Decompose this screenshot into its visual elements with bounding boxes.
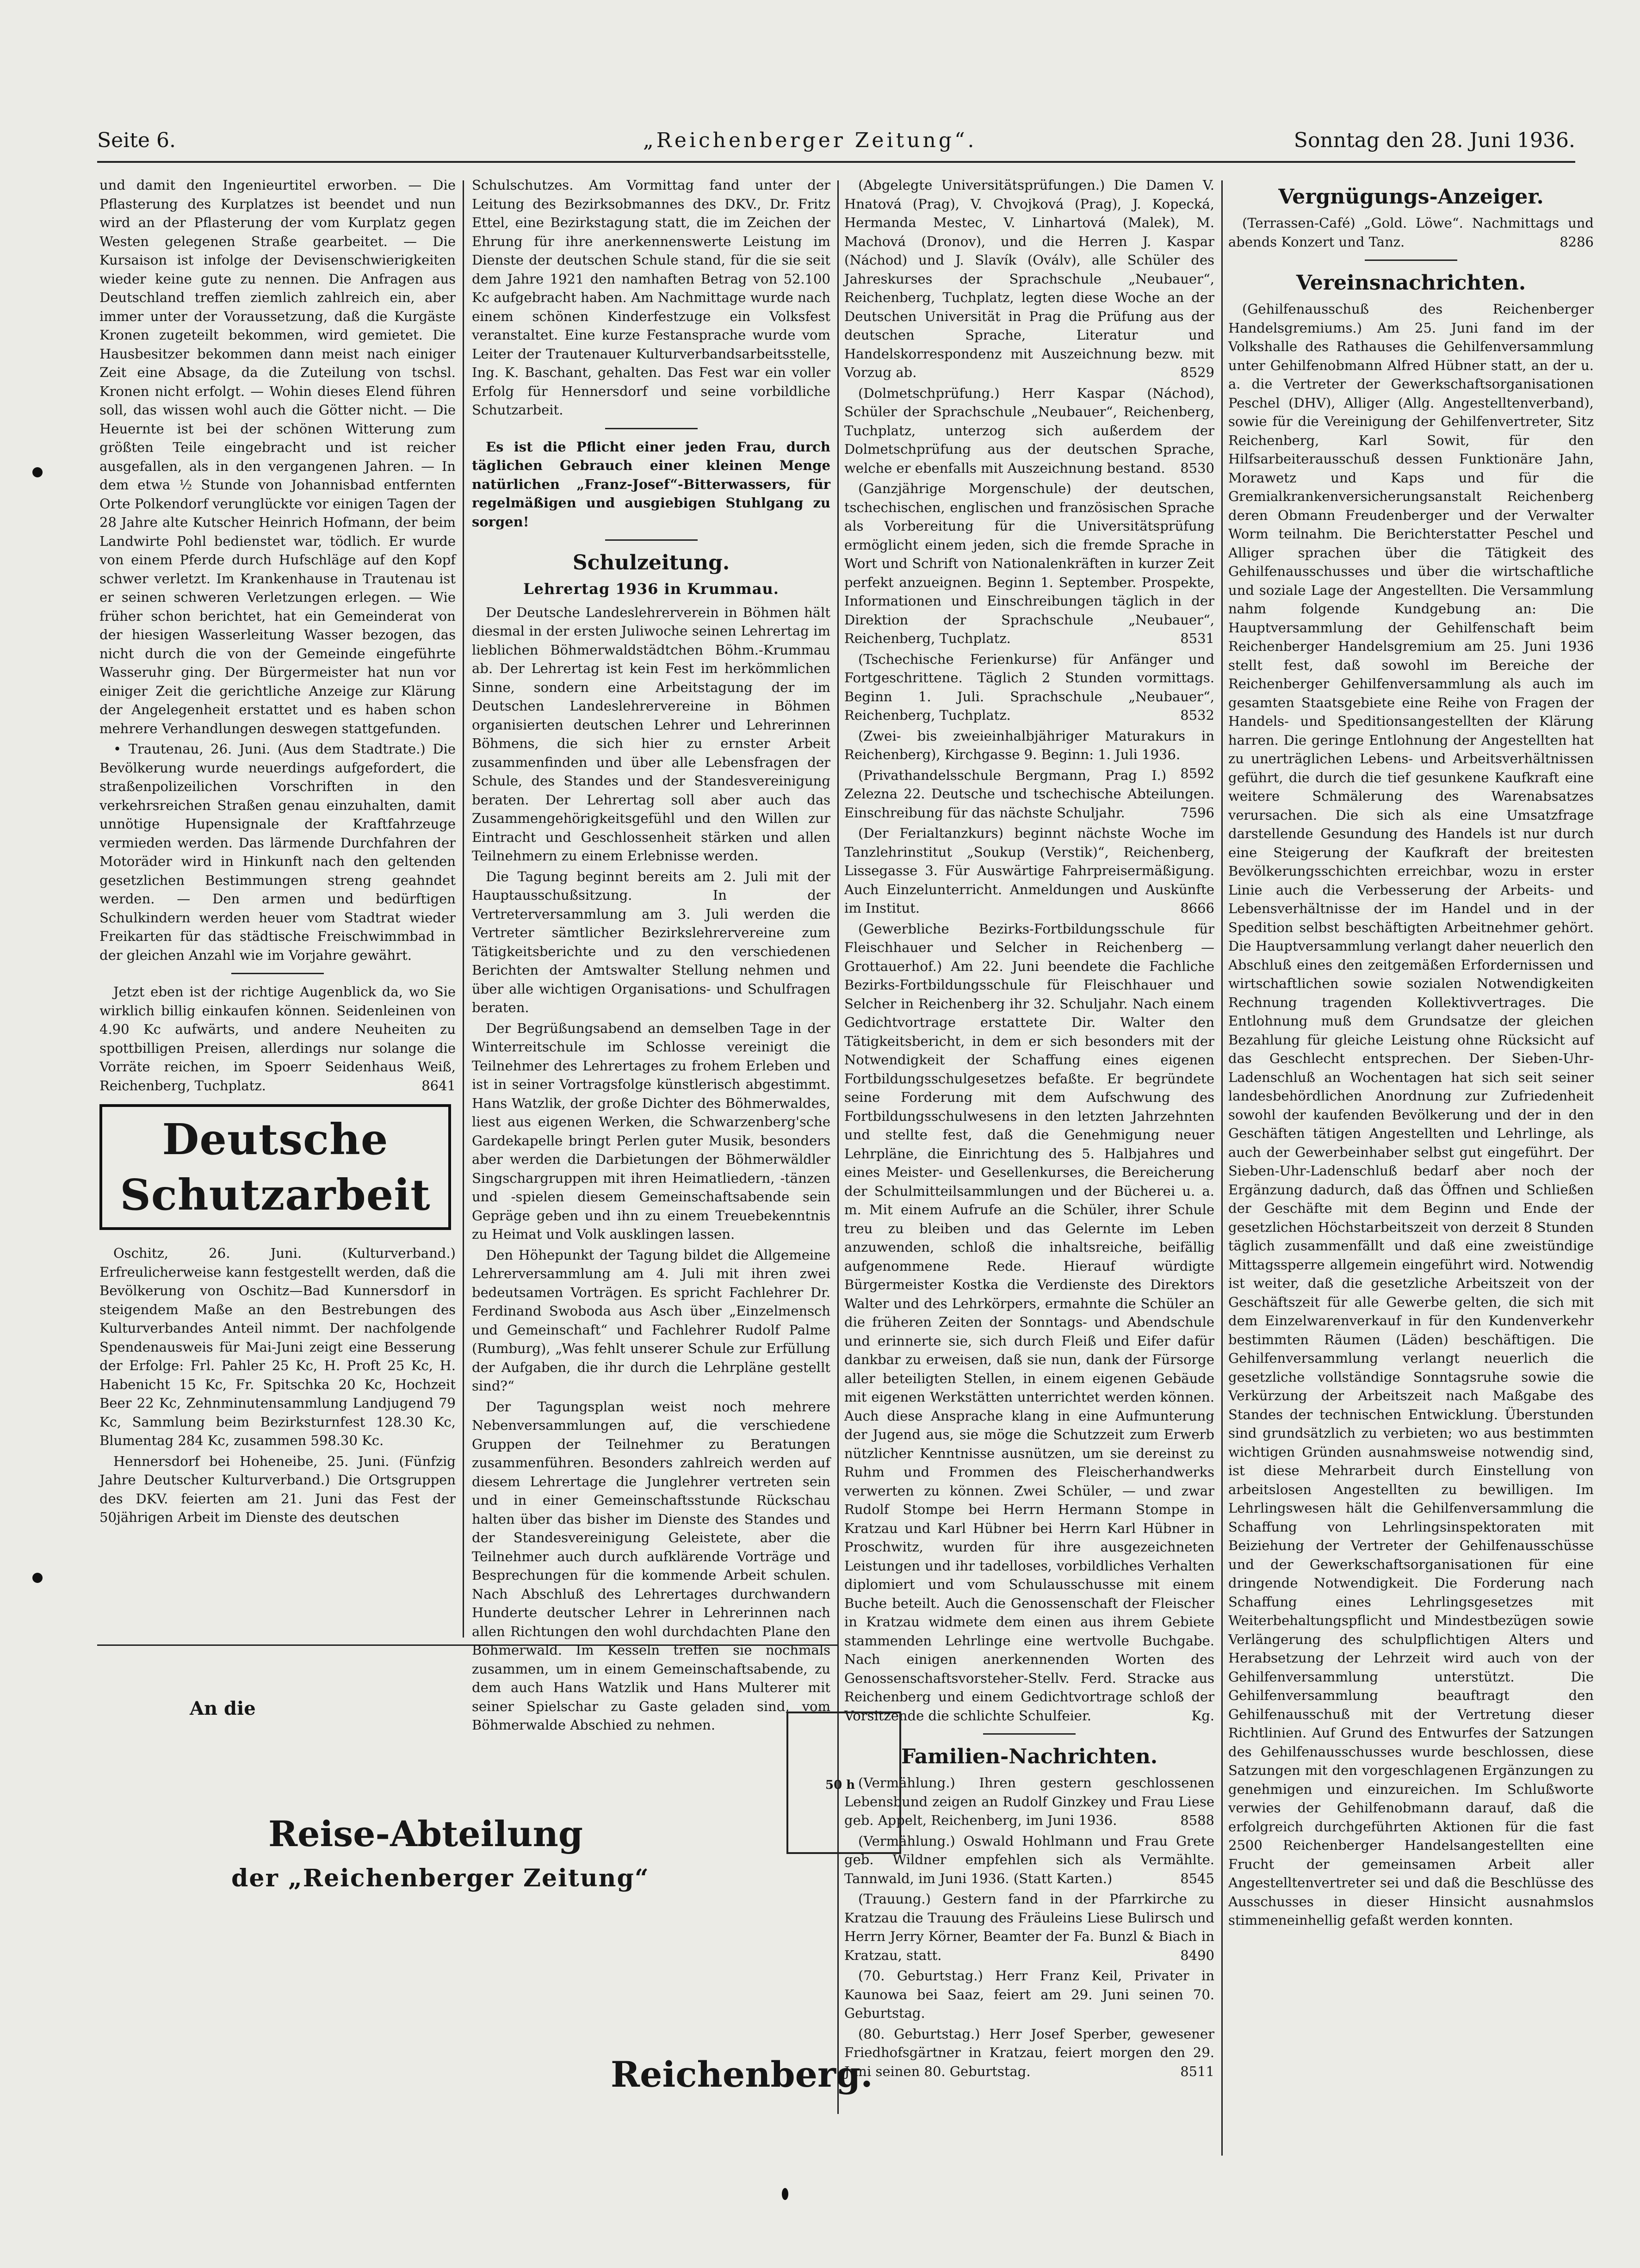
notice-item [844, 650, 1214, 725]
article-paragraph: Der Tagungsplan weist noch mehrere Nebenversammlungen auf, die verschiedene Gruppen der Teilnehmer zu Beratungen zusammenführen. Besonders zahlreich werden auf diesem Lehrertage die Junglehrer vertreten sein und in einer Gemeinschaftsstunde Rückschau halten über das bisher im Dienste des Standes und der Standesvereinigung Geleistete, aber die Teilnehmer auch durch aufklärende Vorträge und Besprechungen für die kommende Arbeit schulen. Nach Abschluß des Lehrertages durchwandern Hunderte deutscher Lehrer in Lehrerinnen nach allen Richtungen den wohl durchdachten Plane den Böhmerwald. Im Kesseln treffen sie nochmals zusammen, um in einem Gemeinschaftsabende, zu dem auch Hans Watzlik und Hans Multerer mit seiner Spielschar zu Gaste geladen sind, vom Böhmerwalde Abschied zu nehmen. [472, 1398, 830, 1733]
section-heading: Vergnügungs-Anzeiger. [1278, 185, 1544, 209]
notice-text: (Ganzjährige Morgenschule) der deutschen, tschechischen, englischen und französischen Sprache als Vorbereitung für die Universitätsprüfung ermöglicht einem jeden, sich die fremde Sprache in Wort und Schrift von Nationalenkräften in kurzer Zeit perfekt anzueignen. Beginn 1. September. Prospekte, Informationen und Einschreibungen täglich in der Direktion der Sprachschule „Neubauer“, Reichenberg, Tuchplatz. [844, 481, 1214, 646]
notice-number: 8286 [1560, 234, 1594, 250]
section-heading: Familien-Nachrichten. [901, 1745, 1158, 1768]
family-text: (70. Geburtstag.) Herr Franz Keil, Privater in Kaunowa bei Saaz, feiert am 29. Juni seinen 70. Geburtstag. [844, 1968, 1214, 2021]
notice-item [844, 384, 1214, 478]
notice-text: (Der Ferialtanzkurs) beginnt nächste Woche im Tanzlehrinstitut „Soukup (Verstik)“, Reichenberg, Lissegasse 3. Für Auswärtige Fahrpreisermäßigung. Auch Einzelunterricht. Anmeldungen und Auskünfte im Institut. [844, 825, 1214, 916]
column-2 [472, 176, 830, 1733]
page-number: Seite 6. [97, 129, 176, 152]
family-notice [844, 2025, 1214, 2081]
column-1 [99, 176, 456, 1638]
section-heading: Schulzeitung. [572, 551, 730, 575]
family-text: (Vermählung.) Ihren gestern geschlossenen Lebensbund zeigen an Rudolf Ginzkey und Frau Liese geb. Appelt, Reichenberg, im Juni 1936. [844, 1775, 1214, 1828]
stamp-value: 50 h [825, 1778, 855, 1792]
separator [231, 973, 324, 974]
postage-stamp-box [786, 1712, 901, 1854]
notice-item [844, 727, 1214, 781]
article-paragraph: Den Höhepunkt der Tagung bildet die Allgemeine Lehrerversammlung am 4. Juli mit ihren zwei bedeutsamen Vorträgen. Es spricht Fachlehrer Dr. Ferdinand Swoboda aus Asch über „Einzelmensch und Gemeinschaft“ und Fachlehrer Rudolf Palme (Rumburg), „Was fehlt unserer Schule zur Erfüllung der Aufgaben, die ihr durch die Lehrpläne gestellt sind?“ [472, 1247, 830, 1394]
address-newspaper: der „Reichenberger Zeitung“ [231, 1864, 650, 1892]
separator [983, 1733, 1076, 1735]
notice-item [844, 766, 1214, 822]
notice-number: Kg. [1191, 1707, 1214, 1724]
section-title-box: Deutsche Schutzarbeit [99, 1104, 451, 1230]
article-paragraph: Der Deutsche Landeslehrerverein in Böhmen hält diesmal in der ersten Juliwoche seinen Lehrertag im lieblichen Böhmerwaldstädtchen Böhm.-Krummau ab. Der Lehrertag ist kein Fest im herkömmlichen Sinne, sondern eine Arbeitstagung der im Deutschen Landeslehrervereine in Böhmen organisierten deutschen Lehrer und Lehrerinnen Böhmens, die sich hier zu ernster Arbeit zusammenfinden und über alle Lebensfragen der Schule, des Standes und der Standesvereinigung beraten. Der Lehrertag soll aber auch das Zusammengehörigkeitsgefühl und den Willen zur Eintracht und Geschlossenheit stärken und allen Teilnehmern zu einem Erlebnisse werden. [472, 604, 830, 864]
binding-hole [32, 467, 43, 477]
address-department: Reise-Abteilung [268, 1813, 583, 1854]
address-prefix: An die [190, 1698, 256, 1719]
address-city: Reichenberg. [611, 2054, 873, 2095]
family-notice [844, 1890, 1214, 1965]
separator [605, 428, 698, 429]
family-notice [844, 1966, 1214, 2023]
notice-number: 8588 [1180, 1812, 1214, 1828]
notice-item [844, 176, 1214, 382]
notice-text: (Privathandelsschule Bergmann, Prag I.) Zelezna 22. Deutsche und tschechische Abteilungen. Einschreibung für das nächste Schuljahr. [844, 767, 1214, 821]
family-text: (Trauung.) Gestern fand in der Pfarrkirche zu Kratzau die Trauung des Fräuleins Liese Bulirsch und Herrn Jerry Körner, Beamter der Fa. Bunzl & Biach in Kratzau, statt. [844, 1891, 1214, 1963]
notice-number: 8511 [1180, 2063, 1214, 2079]
column-4 [1228, 176, 1594, 2156]
ad-seidenhaus-text: Jetzt eben ist der richtige Augenblick da, wo Sie wirklich billig einkaufen können. Seidenleinen von 4.90 Kc aufwärts, und andere Neuheiten zu spottbilligen Preisen, allerdings nur solange die Vorräte reichen, im Spoerr Seidenhaus Weiß, Reichenberg, Tuchplatz. [99, 984, 456, 1094]
notice-number: 7596 [1180, 804, 1214, 821]
column-rule [463, 180, 464, 1638]
article-hennersdorf-cont: Schulschutzes. Am Vormittag fand unter der Leitung des Bezirksobmannes des DKV., Dr. Fritz Ettel, eine Bezirkstagung statt, die im Zeichen der Ehrung für ihre anerkennenswerte Leistung im Dienste der deutschen Schule stand, für die sie seit dem Jahre 1921 den namhaften Betrag von 52.100 Kc aufgebracht haben. Am Nachmittage wurde nach einem schönen Kinderfestzuge ein Volksfest veranstaltet. Eine kurze Festansprache wurde vom Leiter der Trautenauer Kulturverbandsarbeitsstelle, Ing. K. Baschant, gehalten. Das Fest war ein voller Erfolg für Hennersdorf und seine vorbildliche Schutzarbeit. [472, 177, 830, 418]
article-oschitz: Oschitz, 26. Juni. (Kulturverband.) Erfreulicherweise kann festgestellt werden, daß die Bevölkerung von Oschitz—Bad Kunnersdorf in steigendem Maße an den Bestrebungen des Kulturverbandes Anteil nimmt. Der nachfolgende Spendenausweis für Mai-Juni zeigt eine Besserung der Erfolge: Frl. Pahler 25 Kc, H. Proft 25 Kc, H. Habenicht 15 Kc, Fr. Spitschka 20 Kc, Hochzeit Beer 22 Kc, Zehnminutensammlung Landjugend 79 Kc, Sammlung beim Bezirksturnfest 128.30 Kc, Blumentag 284 Kc, zusammen 598.30 Kc. [99, 1245, 456, 1448]
notice-number: 8531 [1180, 630, 1214, 646]
section-heading: Vereinsnachrichten. [1296, 271, 1526, 295]
ad-number: 8641 [421, 1077, 456, 1094]
notice-item [844, 920, 1214, 1725]
page-header [97, 124, 1575, 163]
article-trautenau: • Trautenau, 26. Juni. (Aus dem Stadtrate.) Die Bevölkerung wurde neuerdings aufgefordert, die straßenpolizeilichen Vorschriften in den verkehrsreichen Straßen genau einzuhalten, damit unnötige Hupensignale der Kraftfahrzeuge vermieden werden. Das lärmende Durchfahren der Motoräder wird in Hinkunft nach den geltenden gesetzlichen Bestimmungen streng geahndet werden. — Den armen und bedürftigen Schulkindern werden heuer vom Stadtrat wieder Freikarten für das städtische Freischwimmbad in der gleichen Anzahl wie im Vorjahre gewährt. [99, 741, 456, 963]
print-mark [782, 2188, 788, 2200]
notice-item [844, 824, 1214, 918]
article-paragraph: Die Tagung beginnt bereits am 2. Juli mit der Hauptausschußsitzung. In der Vertreterversammlung am 3. Juli werden die Vertreter sämtlicher Bezirkslehrervereine zum Tätigkeitsberichte und zu den verschiedenen Berichten der Amtswalter Stellung nehmen und über alle wichtigen Organisations- und Schulfragen beraten. [472, 868, 830, 1015]
notice-number: 8666 [1180, 900, 1214, 916]
family-text: (80. Geburtstag.) Herr Josef Sperber, gewesener Friedhofsgärtner in Kratzau, feiert morgen den 29. Juni seinen 80. Geburtstag. [844, 2026, 1214, 2079]
separator [605, 539, 698, 541]
notice-number: 8529 [1180, 365, 1214, 380]
notice-text: (Zwei- bis zweieinhalbjähriger Maturakurs in Reichenberg), Kirchgasse 9. Beginn: 1. Juli 1936. [844, 728, 1214, 762]
notice-number: 8490 [1180, 1947, 1214, 1963]
notice-item [844, 479, 1214, 648]
article-spa-news: und damit den Ingenieurtitel erworben. — Die Pflasterung des Kurplatzes ist beendet und nun wird an der Pflasterung der vom Kurplatz gegen Westen gelegenen Straße gearbeitet. — Die Kursaison ist infolge der Devisenschwierigkeiten wieder keine gute zu nennen. Die Anfragen aus Deutschland treffen ziemlich zahlreich ein, aber immer unter der Voraussetzung, daß die Kurgäste Kronen zugeteilt bekommen, wird gemietet. Die Hausbesitzer bekommen dann meist nach einiger Zeit eine Absage, da die Zuteilung von tschsl. Kronen nicht erfolgt. — Wohin dieses Elend führen soll, das wissen wohl auch die Götter nicht. — Die Heuernte ist bei der schönen Witterung zum größten Teile eingebracht und ist reicher ausgefallen, als in den vergangenen Jahren. — In dem etwa ½ Stunde von Johannisbad entfernten Orte Polkendorf verunglückte vor einigen Tagen der 28 Jahre alte Kutscher Heinrich Hofmann, der beim Landwirte Pohl bedienstet war, tödlich. Er wurde von einem Pferde durch Hufschläge auf den Kopf schwer verletzt. Im Krankenhause in Trautenau ist er seinen schweren Verletzungen erlegen. — Wie früher schon berichtet, hat ein Gemeinderat von der hiesigen Wasserleitung Wasser bezogen, das nicht durch die von der Gemeinde eingeführte Wasseruhr ging. Der Bürgermeister hat nun vor einiger Zeit die gerichtliche Anzeige zur Klärung der Angelegenheit erstattet und es haben schon mehrere Verhandlungen deswegen stattgefunden. [99, 177, 456, 736]
newspaper-title: „Reichenberger Zeitung“. [643, 129, 977, 152]
family-text: (Vermählung.) Oswald Hohlmann und Frau Grete geb. Wildner empfehlen sich als Vermählte. Tannwald, im Juni 1936. (Statt Karten.) [844, 1833, 1214, 1886]
ad-seidenhaus [99, 983, 456, 1095]
notice-number: 8545 [1180, 1870, 1214, 1886]
address-block [97, 1670, 873, 2137]
article-heading: Lehrertag 1936 in Krummau. [523, 580, 779, 598]
notice-text: (Abgelegte Universitätsprüfungen.) Die Damen V. Hnatová (Prag), V. Chvojková (Prag), J. Kopecká, Hermanda Mestec, V. Linhartová (Malek), M. Machová (Dronov), und die Herren J. Kaspar (Náchod) und J. Slavík (Oválv), alle Schüler des Jahreskurses der Sprachschule „Neubauer“, Reichenberg, Tuchplatz, legten diese Woche an der Deutschen Universität in Prag die Prüfung aus der deutschen Sprache, Literatur und Handelskorrespondenz mit Auszeichnung bezw. mit Vorzug ab. [844, 177, 1214, 380]
entertainment-notice [1228, 214, 1594, 251]
article-hennersdorf: Hennersdorf bei Hoheneibe, 25. Juni. (Fünfzig Jahre Deutscher Kulturverband.) Die Ortsgruppen des DKV. feierten am 21. Juni das Fest der 50jährigen Arbeit im Dienste des deutschen [99, 1453, 456, 1525]
separator [1365, 260, 1457, 261]
notice-number: 8592 [1180, 765, 1214, 781]
entertainment-text: (Terrassen-Café) „Gold. Löwe“. Nachmittags und abends Konzert und Tanz. [1228, 215, 1594, 250]
notice-text: (Dolmetschprüfung.) Herr Kaspar (Náchod), Schüler der Sprachschule „Neubauer“, Reichenberg, Tuchplatz, unterzog sich außerdem der Dolmetschprüfung aus der deutschen Sprache, welche er ebenfalls mit Auszeichnung bestand. [844, 385, 1214, 476]
article-paragraph: Der Begrüßungsabend an demselben Tage in der Winterreitschule im Schlosse vereinigt die Teilnehmer des Lehrertages zu frohem Erleben und ist in seiner Vortragsfolge künstlerisch abgestimmt. Hans Watzlik, der große Dichter des Böhmerwaldes, liest aus eigenen Werken, die Schwarzenberg'sche Gardekapelle bringt Perlen guter Musik, besonders aber werden die Darbietungen der Böhmerwäldler Singschargruppen mit ihren Heimatliedern, -tänzen und -spielen diesem Gemeinschaftsabende sein Gepräge geben und ihn zu einem Treuebekenntnis zu Heimat und Volk ausklingen lassen. [472, 1020, 830, 1242]
issue-date: Sonntag den 28. Juni 1936. [1293, 129, 1575, 152]
ad-franz-josef: Es ist die Pflicht einer jeden Frau, durch täglichen Gebrauch einer kleinen Menge natürlichen „Franz-Josef“-Bitterwassers, für regelmäßigen und ausgiebigen Stuhlgang zu sorgen! [472, 439, 830, 530]
binding-hole [32, 1573, 43, 1583]
notice-number: 8530 [1180, 460, 1214, 476]
notice-text: (Tschechische Ferienkurse) für Anfänger und Fortgeschrittene. Täglich 2 Stunden vormittags. Beginn 1. Juli. Sprachschule „Neubauer“, Reichenberg, Tuchplatz. [844, 651, 1214, 723]
notice-number: 8532 [1180, 707, 1214, 723]
notice-text: (Gewerbliche Bezirks-Fortbildungsschule für Fleischhauer und Selcher in Reichenberg — Grottauerhof.) Am 22. Juni beendete die Fachliche Bezirks-Fortbildungsschule für Fleischhauer und Selcher in Reichenberg ihr 32. Schuljahr. Nach einem Gedichtvortrage erstattete Dir. Walter den Tätigkeitsbericht, in dem er sich besonders mit der Notwendigkeit der Schaffung eines eigenen Fortbildungsschulgesetzes befaßte. Er begründete seine Forderung mit dem Aufschwung des Fortbildungsschulwesens in den letzten Jahrzehnten und stellte fest, daß die Genehmigung neuer Lehrpläne, die Einrichtung des 5. Halbjahres und eines Meister- und Gesellenkurses, die Bereicherung der Schulmitteilsammlungen und der Bücherei u. a. m. Mit einem Aufrufe an die Schüler, ihrer Schule treu zu bleiben und das Gelernte im Leben anzuwenden, schloß die inhaltsreiche, beifällig aufgenommene Rede. Hierauf würdigte Bürgermeister Kostka die Verdienste des Direktors Walter und des Lehrkörpers, ermahnte die Schüler an die früheren Zeiten der Sonntags- und Abendschule und erinnerte sie, sich durch Fleiß und Eifer dafür dankbar zu erweisen, daß sie nun, dank der Fürsorge aller beteiligten Stellen, in einem eigenen Gebäude mit eigenen Werkstätten unterrichtet werden können. Auch diese Ansprache klang in eine Aufmunterung der Jugend aus, sie möge die Schutzzeit zum Erwerb nützlicher Kenntnisse ausnützen, um sie dereinst zu Ruhm und Frommen des Fleischerhandwerks verwerten zu können. Zwei Schüler, — und zwar Rudolf Stompe bei Herrn Hermann Stompe in Kratzau und Karl Hübner bei Herrn Karl Hübner in Proschwitz, wurden für ihre ausgezeichneten Leistungen und ihr tadelloses, vorbildliches Verhalten diplomiert und vom Schulausschusse mit einem Buche beteilt. Auch die Genossenschaft der Fleischer in Kratzau widmete dem einen aus ihrem Gebiete stammenden Lehrlinge eine wertvolle Buchgabe. Nach einigen anerkennenden Worten des Genossenschaftsvorsteher-Stellv. Ferd. Stracke aus Reichenberg und einem Gedichtvortrage schloß der Vorsitzende die schlichte Schulfeier. [844, 921, 1214, 1724]
article-gehilfenausschuss: (Gehilfenausschuß des Reichenberger Handelsgremiums.) Am 25. Juni fand im der Volkshalle des Rathauses die Gehilfenversammlung unter Gehilfenobmann Alfred Hübner statt, an der u. a. die Vertreter der Gewerkschaftsorganisationen Peschel (DHV), Alliger (Allg. Angestelltenverband), sowie für die Vereinigung der Gehilfenvertreter, Sitz Reichenberg, Karl Sowit, für den Hilfsarbeiterausschuß dessen Funktionäre Jahn, Morawetz und Kaps und für die Gremialkrankenversicherungsanstalt Reichenberg deren Obmann Freudenberger und der Verwalter Worm teilnahm. Die Berichterstatter Peschel und Alliger sprachen über die Tätigkeit des Gehilfenausschusses und über die wirtschaftliche und soziale Lage der Angestellten. Die Versammlung nahm folgende Kundgebung an: Die Hauptversammlung der Gehilfenschaft beim Reichenberger Handelsgremium am 25. Juni 1936 stellt fest, daß sowohl im Bereiche der Reichenberger Gehilfenversammlung als auch im gesamten Staatsgebiete eine Reihe von Fragen der Handels- und Speditionsangestellten der Klärung harren. Die geringe Entlohnung der Angestellten hat zu unerträglichen Lebens- und Arbeitsverhältnissen geführt, die durch die tief gesunkene Kaufkraft eine weitere Schmälerung des Warenabsatzes verursachen. Die sich als eine Umsatzfrage darstellende Gesundung des Handels ist nur durch eine Steigerung der Kaufkraft der breitesten Bevölkerungsschichten erreichbar, wozu in erster Linie auch die Verbesserung der Arbeits- und Lebensverhältnisse der im Handel und in der Spedition selbst beschäftigten Arbeitnehmer gehört. Die Hauptversammlung verlangt daher neuerlich den Abschluß eines den zeitgemäßen Erfordernissen und wirtschaftlichen sowie sozialen Notwendigkeiten Rechnung tragenden Kollektivvertrages. Die Entlohnung muß dem Grundsatze der gleichen Bezahlung für gleiche Leistung ohne Rücksicht auf das Geschlecht entsprechen. Der Sieben-Uhr-Ladenschluß an Wochentagen hat sich seit seiner landesbehördlichen Anordnung zur Zufriedenheit sowohl der kaufenden Bevölkerung und der in den Geschäften tätigen Angestellten und Lehrlinge, als auch der Gewerbeinhaber selbst gut eingeführt. Der Sieben-Uhr-Ladenschluß bedarf aber noch der Ergänzung dadurch, daß das Öffnen und Schließen der Geschäfte mit dem Beginn und Ende der gesetzlichen Höchstarbeitszeit von derzeit 8 Stunden täglich zusammenfällt und daß eine zweistündige Mittagssperre allgemein eingeführt wird. Notwendig ist weiter, daß die gesetzliche Arbeitszeit von der Geschäftszeit für alle Gewerbe gelten, die sich mit dem Einzelwarenverkauf in für den Kundenverkehr bestimmten Räumen (Läden) beschäftigen. Die Gehilfenversammlung verlangt neuerlich die gesetzliche vollständige Sonntagsruhe sowie die Verkürzung der Arbeitszeit nach Maßgabe des Standes der technischen Entwicklung. Überstunden sind grundsätzlich zu verbieten; wo aus bestimmten wichtigen Gründen ausnahmsweise notwendig sind, ist diese Mehrarbeit durch Einstellung von arbeitslosen Angestellten zu bewilligen. Im Lehrlingswesen hält die Gehilfenversammlung die Schaffung von Lehrlingsinspektoraten mit Beiziehung der Vertreter der Gehilfenausschüsse und der Gewerkschaftsorganisationen für eine dringende Notwendigkeit. Die Forderung nach Schaffung eines Lehrlingsgesetzes mit Weiterbehaltungspflicht und Mindestbezügen sowie Verlängerung des schulpflichtigen Alters und Herabsetzung der Lehrzeit wird auch von der Gehilfenversammlung unterstützt. Die Gehilfenversammlung beauftragt den Gehilfenausschuß mit der Vertretung dieser Richtlinien. Auf Grund des Entwurfes der Satzungen des Gehilfenausschusses wurde beschlossen, diese Satzungen mit den vorgeschlagenen Ergänzungen zu genehmigen und einzureichen. Im Schlußworte verwies der Gehilfenobmann darauf, daß die erfolgreich durchgeführten Aktionen für die fast 2500 Reichenberger Handelsangestellten eine Frucht der gemeinsamen Arbeit aller Angestelltenvertreter sei und daß die Beschlüsse des Ausschusses in dieser Hinsicht ausnahmslos stimmeneinhellig gefaßt werden konnten. [1228, 301, 1594, 1928]
column-rule [1221, 180, 1223, 2156]
